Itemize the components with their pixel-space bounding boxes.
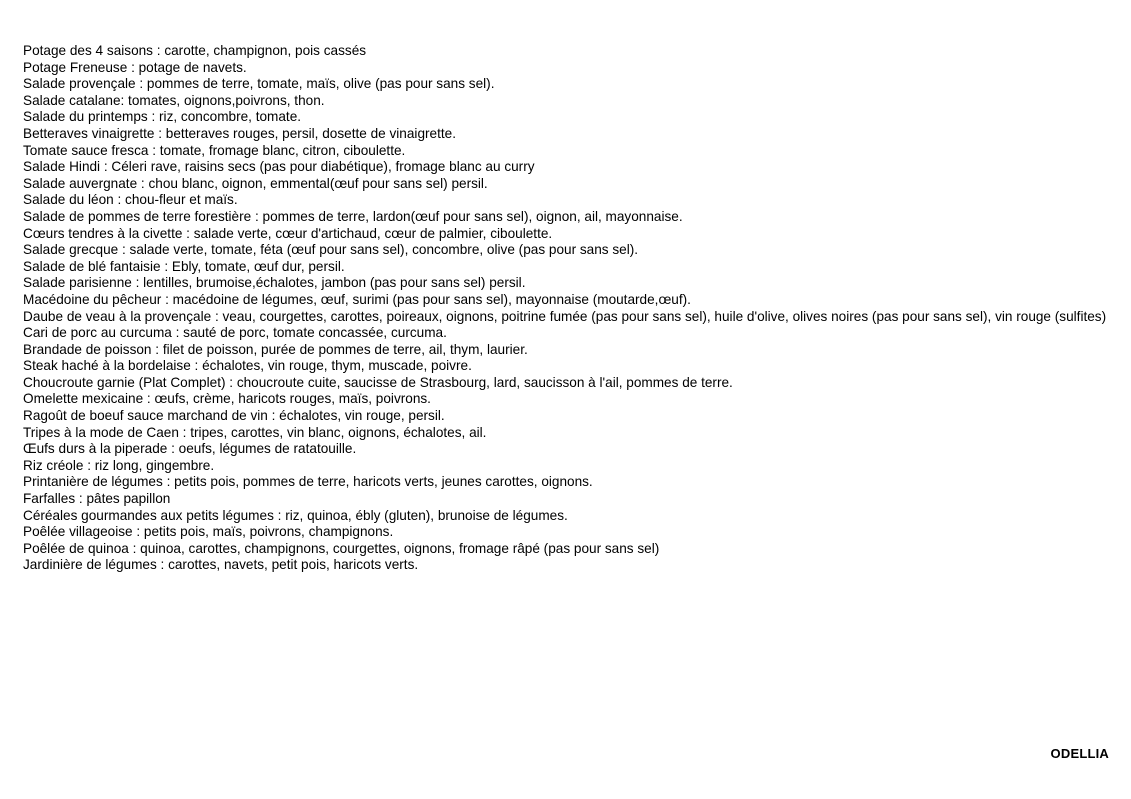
menu-item: Salade de pommes de terre forestière : pommes de terre, lardon(œuf pour sans sel), oignon, ail, mayonnaise. xyxy=(23,208,683,224)
menu-item: Steak haché à la bordelaise : échalotes, vin rouge, thym, muscade, poivre. xyxy=(23,358,472,374)
menu-item: Macédoine du pêcheur : macédoine de légumes, œuf, surimi (pas pour sans sel), mayonnaise (moutarde,œuf). xyxy=(23,291,691,307)
menu-item: Salade du léon : chou-fleur et maïs. xyxy=(23,192,238,208)
menu-item: Omelette mexicaine : œufs, crème, haricots rouges, maïs, poivrons. xyxy=(23,391,431,407)
menu-item: Daube de veau à la provençale : veau, courgettes, carottes, poireaux, oignons, poitrine fumée (pas pour sans sel), huile d'olive, olives noires (pas pour sans sel), vin rouge (sulfites) xyxy=(23,308,1107,324)
menu-item-list xyxy=(23,43,1113,574)
menu-item: Poêlée villageoise : petits pois, maïs, poivrons, champignons. xyxy=(23,524,394,540)
menu-item: Salade Hindi : Céleri rave, raisins secs (pas pour diabétique), fromage blanc au curry xyxy=(23,159,535,175)
menu-item: Tripes à la mode de Caen : tripes, carottes, vin blanc, oignons, échalotes, ail. xyxy=(23,424,487,440)
menu-item: Ragoût de boeuf sauce marchand de vin : échalotes, vin rouge, persil. xyxy=(23,408,445,424)
menu-item: Printanière de légumes : petits pois, pommes de terre, haricots verts, jeunes carottes, oignons. xyxy=(23,474,593,490)
menu-item: Salade grecque : salade verte, tomate, féta (œuf pour sans sel), concombre, olive (pas pour sans sel). xyxy=(23,242,639,258)
menu-item: Céréales gourmandes aux petits légumes : riz, quinoa, ébly (gluten), brunoise de légumes. xyxy=(23,507,568,523)
menu-item: Salade catalane: tomates, oignons,poivrons, thon. xyxy=(23,92,325,108)
menu-item: Brandade de poisson : filet de poisson, purée de pommes de terre, ail, thym, laurier. xyxy=(23,341,528,357)
menu-item: Salade parisienne : lentilles, brumoise,échalotes, jambon (pas pour sans sel) persil. xyxy=(23,275,526,291)
menu-item: Cari de porc au curcuma : sauté de porc, tomate concassée, curcuma. xyxy=(23,325,447,341)
menu-item: Potage Freneuse : potage de navets. xyxy=(23,59,247,75)
menu-item: Riz créole : riz long, gingembre. xyxy=(23,457,215,473)
menu-item: Potage des 4 saisons : carotte, champignon, pois cassés xyxy=(23,43,367,58)
menu-item: Cœurs tendres à la civette : salade verte, cœur d'artichaud, cœur de palmier, ciboulette. xyxy=(23,225,553,241)
menu-item: Poêlée de quinoa : quinoa, carottes, champignons, courgettes, oignons, fromage râpé (pas pour sans sel) xyxy=(23,540,660,556)
menu-item: Salade provençale : pommes de terre, tomate, maïs, olive (pas pour sans sel). xyxy=(23,76,495,92)
menu-item: Salade du printemps : riz, concombre, tomate. xyxy=(23,109,302,125)
menu-item: Jardinière de légumes : carottes, navets, petit pois, haricots verts. xyxy=(23,557,419,573)
menu-item: Salade de blé fantaisie : Ebly, tomate, œuf dur, persil. xyxy=(23,258,345,274)
menu-item: Salade auvergnate : chou blanc, oignon, emmental(œuf pour sans sel) persil. xyxy=(23,175,488,191)
menu-item: Tomate sauce fresca : tomate, fromage blanc, citron, ciboulette. xyxy=(23,142,406,158)
menu-item: Betteraves vinaigrette : betteraves rouges, persil, dosette de vinaigrette. xyxy=(23,125,456,141)
menu-item: Farfalles : pâtes papillon xyxy=(23,491,171,507)
menu-item: Œufs durs à la piperade : oeufs, légumes de ratatouille. xyxy=(23,441,357,457)
footer-brand: ODELLIA xyxy=(1050,746,1109,761)
menu-item: Choucroute garnie (Plat Complet) : choucroute cuite, saucisse de Strasbourg, lard, saucisson à l'ail, pommes de terre. xyxy=(23,374,733,390)
